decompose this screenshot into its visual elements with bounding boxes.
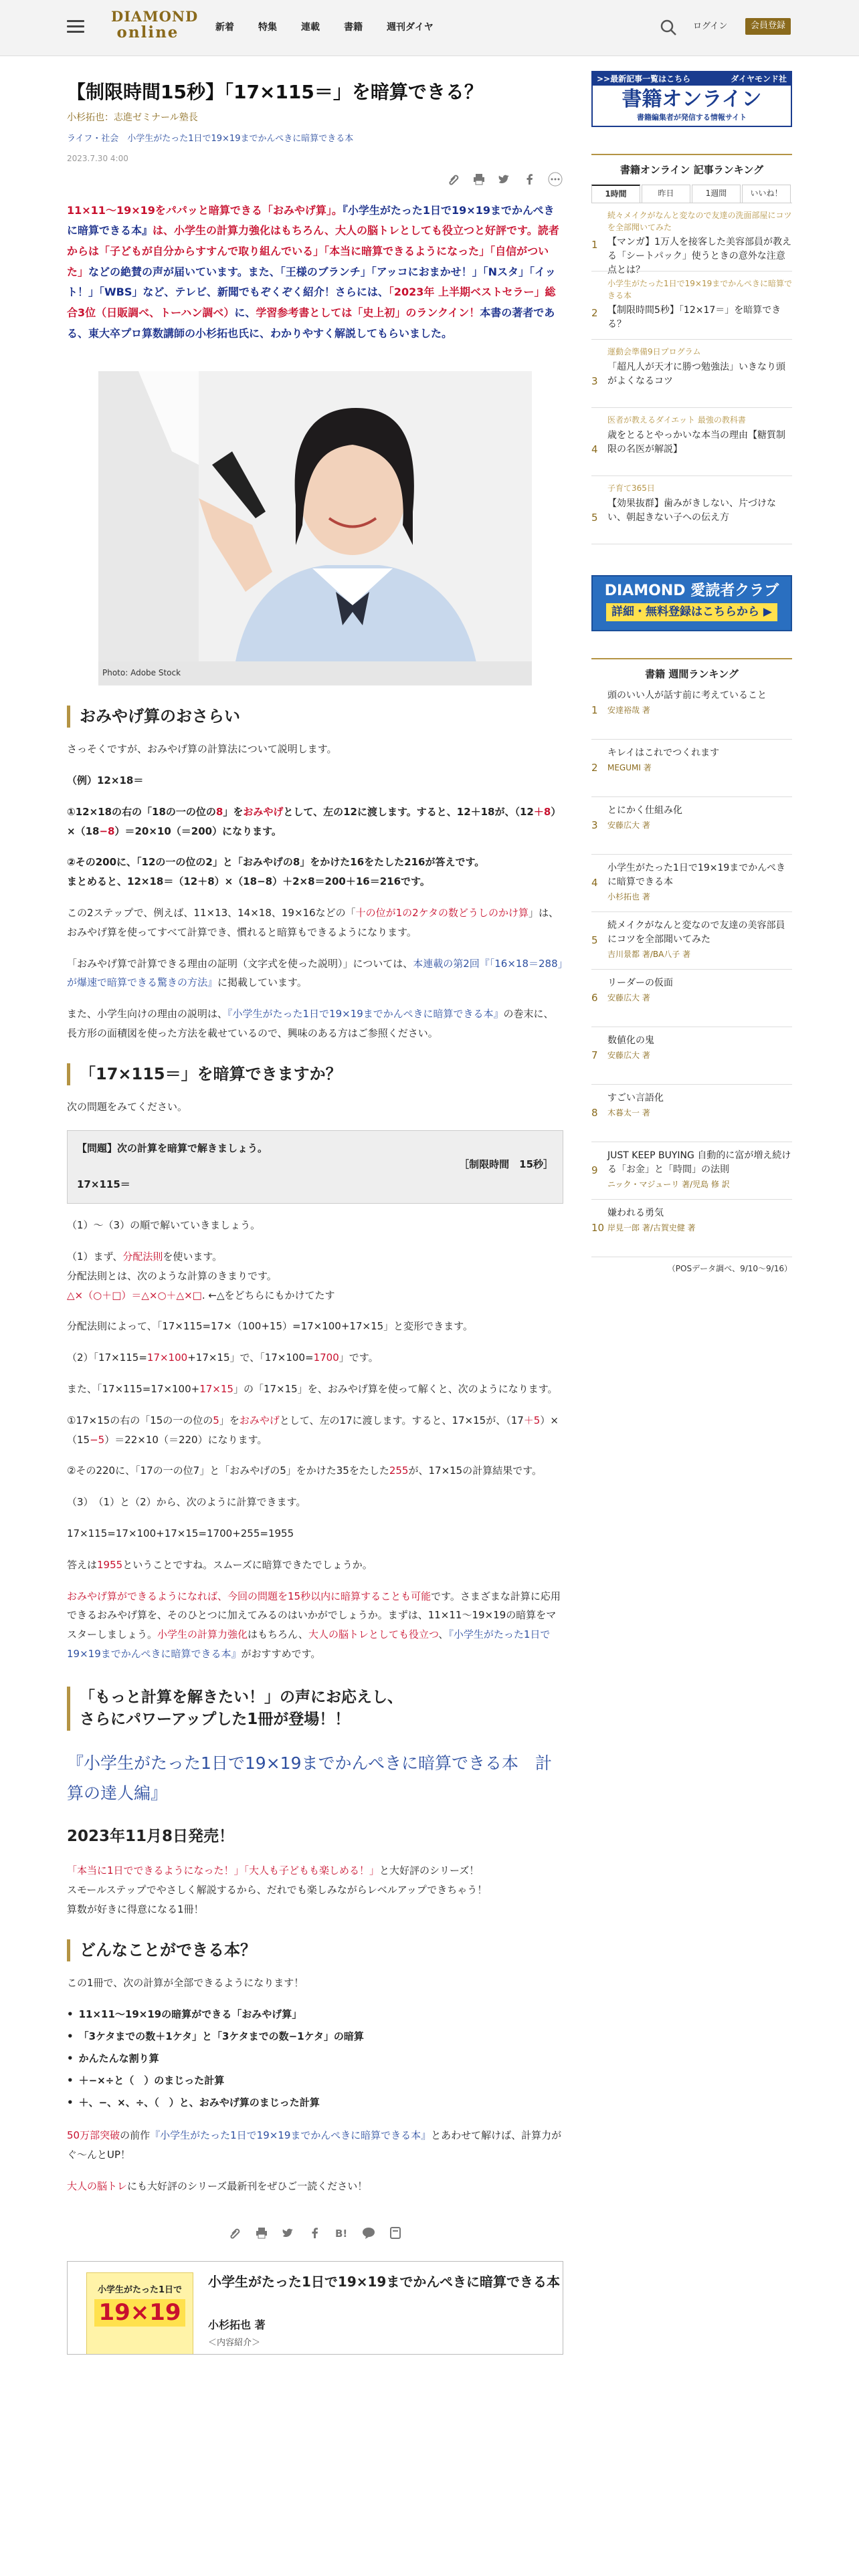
article-photo [98,371,532,685]
girl-photo-illustration [98,371,532,685]
book-title[interactable]: 数値化の鬼 [607,1035,654,1047]
text: 255 [389,1465,409,1477]
facebook-icon[interactable] [307,2225,323,2241]
weekly-item[interactable] [591,1200,792,1257]
text: スモールステップでやさしく解説するから、だれでも楽しみながらレベルアップできちゃう！ [67,1883,488,1896]
tab-1hour[interactable]: 1時間 [591,185,640,203]
text: 「もっと計算を解きたい！」の声にお応えし、 [80,1688,403,1706]
text: ①12×18の右の「18の一の位の [67,805,216,818]
text: ということですね。スムーズに暗算できたでしょうか。 [122,1558,373,1571]
text: の前作 [120,2129,151,2141]
text: 1955 [97,1558,123,1571]
question-expression: 17×115＝ [77,1178,130,1191]
book-link[interactable]: 『小学生がたった1日で19×19までかんぺきに暗算できる本』 [150,2129,432,2141]
breadcrumb[interactable]: ライフ・社会 小学生がたった1日で19×19までかんぺきに暗算できる本 [67,133,354,144]
step-1 [67,802,563,841]
book-link[interactable]: 『小学生がたった1日で19×19までかんぺきに暗算できる本』 [227,1008,504,1021]
text: −5 [90,1433,105,1446]
nav-books[interactable]: 書籍 [344,22,363,33]
pos-data-note: （POSデータ調べ、9/10〜9/16） [667,1264,792,1274]
book-author: MEGUMI 著 [607,763,652,773]
book-description-label: ＜内容紹介＞ [208,2338,261,2349]
site-logo[interactable] [111,8,199,41]
publish-date: 2023.7.30 4:00 [67,154,128,164]
print-icon[interactable] [254,2225,270,2241]
banner-title: 書籍オンライン [622,88,762,111]
weekly-item[interactable] [591,797,792,855]
section-heading-new-book [67,1687,563,1731]
text: 8 [215,805,223,818]
text: 十の位が1の2ケタの数どうしのかけ算 [355,906,529,919]
text: がおすすめです。 [241,1647,321,1660]
book-title[interactable]: すごい言語化 [607,1093,664,1104]
rank-series: 子育て365日 [607,484,655,494]
text: ）＝20×10（＝200）になります。 [114,825,282,837]
lead-text: はもちろん、 [270,224,336,237]
line-icon[interactable] [361,2225,377,2241]
rank-number: 8 [591,1107,598,1119]
cover-text: 小学生がたった1日で [97,2285,183,2296]
text: . ←△をどちらにもかけてたす [201,1289,335,1301]
rank-title[interactable]: 【制限時間5秒】「12×17＝」を暗算できる？ [607,304,781,330]
rank-series: 続々メイクがなんと変なので友達の洗面部屋にコツを全部聞いてみた [607,211,792,232]
text: です。さまざまな計算に応用できるおみやげ算を、そのひとつに加えてみるのはいかがでしょうか。まずは、11×11〜19×19の暗算をマスターしましょう。 [67,1590,561,1641]
book-author: 安藤広大 著 [607,993,650,1003]
text: +17×15」で、「17×100= [187,1352,314,1364]
paragraph [67,1247,563,1305]
register-button[interactable]: 会員登録 [745,18,791,35]
logo-line2: online [116,23,179,41]
text: 50万部突破 [67,2129,120,2141]
banner-top-bar [593,72,791,86]
logo-line1: DIAMOND [111,8,199,25]
share-bar-bottom [67,2225,563,2241]
paragraph [67,1380,563,1399]
lead-book-link[interactable]: 『小学生がたった1日で19×19までかんぺきに暗算できる本』 [67,203,555,237]
paragraph [67,903,563,942]
text: と大好評のシリーズ！ [379,1864,480,1877]
cover-number: 19×19 [94,2299,185,2327]
book-title[interactable]: 小学生がたった1日で19×19までかんぺきに暗算できる本 [607,863,785,888]
paragraph [67,954,563,993]
step-2 [67,853,563,891]
lead-text: は、 [153,224,175,237]
paragraph [67,1555,563,1575]
tab-1week[interactable]: 1週間 [692,185,741,203]
text: が、17×15の計算結果です。 [408,1465,543,1477]
text: （2）「17×115= [67,1352,147,1364]
book-title[interactable]: 頭のいい人が話す前に考えていること [607,690,767,702]
weekly-item[interactable] [591,855,792,912]
rank-number: 1 [591,704,598,717]
weekly-item[interactable] [591,970,792,1027]
twitter-icon[interactable] [496,171,512,187]
rank-number: 5 [591,934,598,947]
section-heading-review: おみやげ算のおさらい [67,706,563,728]
text: 「おみやげ算で計算できる理由の証明（文字式を使った説明）」については、 [67,957,413,970]
new-book-link[interactable]: 『小学生がたった1日で19×19までかんぺきに暗算できる本 計算の達人編』 [67,1753,552,1804]
text: また、小学生向けの理由の説明は、 [67,1008,228,1021]
search-icon[interactable] [660,19,677,36]
time-limit: ［制限時間 15秒］ [459,1158,553,1171]
weekly-item[interactable] [591,912,792,970]
paragraph: （1）〜（3）の順で解いていきましょう。 [67,1219,261,1232]
question-label: 【問題】次の計算を暗算で解きましょう。 [77,1142,268,1155]
text: 答えは [67,1558,98,1571]
book-title[interactable]: 小学生がたった1日で19×19までかんぺきに暗算できる本 [208,2274,560,2290]
club-register: 詳細・無料登録はこちらから ▶ [606,603,777,621]
nav-series[interactable]: 連載 [301,22,320,33]
text: ①17×15の右の「15の一の位の [67,1414,213,1426]
text: ）×（18 [67,805,561,837]
text: おみやげ算ができるようになれば、今回の問題を15秒以内に暗算することも可能 [67,1590,432,1602]
paragraph: （3） （1）と（2）から、次のように計算できます。 [67,1496,306,1509]
login-link[interactable]: ログイン [693,21,728,31]
paragraph [67,1348,563,1368]
facebook-icon[interactable] [522,171,538,187]
paragraph: 17×115=17×100+17×15=1700+255=1955 [67,1527,294,1539]
print-icon[interactable] [471,171,487,187]
site-header [0,0,859,56]
text: 」を [223,805,244,818]
weekly-item[interactable] [591,1142,792,1200]
text: ＋5 [523,1414,541,1426]
paragraph [67,2177,563,2196]
hamburger-menu-icon[interactable] [67,20,84,33]
more-icon[interactable] [547,171,563,187]
rank-title[interactable]: 「超凡人が天才に勝つ勉強法」いきなり頭がよくなるコツ [607,361,785,387]
rank-number: 7 [591,1049,598,1062]
photo-caption: Photo: Adobe Stock [98,661,532,685]
lead-paragraph [67,201,563,344]
nav-new[interactable]: 新着 [215,22,234,33]
book-title[interactable]: 続メイクがなんと変なので友達の美容部員にコツを全部聞いてみた [607,920,785,946]
text: さらにパワーアップした1冊が登場！！ [80,1711,351,1729]
book-author: 安藤広大 著 [607,821,650,831]
text: に掲載しています。 [217,976,307,989]
text: はもちろん、 [248,1628,308,1641]
paragraph [67,1461,563,1481]
article-main [67,56,563,2355]
rank-number: 4 [591,877,598,889]
text: 分配法則とは、次のような計算のきまりです。 [67,1269,277,1282]
sidebar [591,56,792,1275]
weekly-item[interactable] [591,1085,792,1142]
book-link[interactable]: 『小学生がたった1日で19×19までかんぺきに暗算できる本』 [67,1628,551,1660]
text: にも大好評のシリーズ最新刊をぜひご一読ください！ [127,2179,368,2192]
text: 」は、おみやげ算を使ってすべて計算でき、慣れると暗算もできるようになります。 [67,906,559,938]
paragraph [67,1004,563,1043]
rank-number: 6 [591,992,598,1004]
book-info-box[interactable] [67,2261,563,2355]
series-link[interactable]: 本連載の第2回『「16×18＝288」が爆速で暗算できる驚きの方法』 [67,957,563,989]
ranking-item[interactable] [591,272,792,340]
article-title: 【制限時間15秒】「17×115＝」を暗算できる？ [67,81,483,103]
list-item: • ＋−×÷と（ ）のまじった計算 [67,2070,563,2092]
share-bar-top [67,171,563,187]
text: 分配法則 [122,1250,163,1263]
text: この2ステップで、例えば、11×13、14×18、19×16などの「 [67,906,356,919]
paragraph [67,1411,563,1450]
text: （1）まず、 [67,1250,123,1263]
text: また、「17×115=17×100+ [67,1382,200,1395]
hatena-bookmark-icon[interactable] [334,2225,350,2241]
book-author: 小杉拓也 著 [607,892,650,902]
rank-number: 3 [591,819,598,832]
lead-text: と好評です。 [474,224,538,237]
text: おみやげ [239,1414,280,1426]
weekly-item[interactable] [591,740,792,797]
banner-link-text: >>最新記事一覧はこちら [597,74,691,84]
text: ）＝22×10（＝220）になります。 [104,1433,268,1446]
rank-number: 2 [591,307,598,320]
nav-weekly[interactable]: 週刊ダイヤ [387,22,434,33]
readers-club-banner[interactable] [591,575,792,631]
ranking-heading: 書籍オンライン 記事ランキング [591,154,792,178]
club-title: DIAMOND 愛読者クラブ [604,582,779,600]
rank-series: 運動会準備9日プログラム [607,347,701,357]
book-title[interactable]: 嫌われる勇気 [607,1208,664,1219]
text: 小学生の計算力強化 [157,1628,248,1641]
rank-number: 9 [591,1164,598,1177]
weekly-item[interactable] [591,1027,792,1085]
lead-text: に、 [234,306,256,320]
text: を使います。 [163,1250,223,1263]
book-author: 安藤広大 著 [607,1051,650,1061]
paragraph: さっそくですが、おみやげ算の計算法について説明します。 [67,743,337,756]
book-title[interactable]: JUST KEEP BUYING 自動的に富が増え続ける「お金」と「時間」の法則 [607,1150,791,1176]
text: として、左の17に渡します。すると、17×15が、（17 [279,1414,524,1426]
text: ＋8 [533,805,551,818]
rank-number: 4 [591,443,598,456]
clip-icon[interactable] [446,171,462,187]
weekly-item[interactable] [591,682,792,740]
lead-text: などの絶賛の声が届いています。また、「王様のブランチ」「アッコにおまかせ！」「Nスタ」「イット！」「WBS」など、テレビ、新聞でもぞくぞく紹介！さらには、 [67,265,556,299]
book-title[interactable]: リーダーの仮面 [607,978,673,989]
text: の巻末に、長方形の面積図を使った方法を載せているので、興味のある方はご参照ください。 [67,1008,554,1039]
weekly-ranking-list [591,682,792,1257]
rank-series: 医者が教えるダイエット 最強の教科書 [607,415,746,425]
book-author: 木暮太一 著 [607,1108,650,1118]
question-box [67,1130,563,1204]
text: 5 [213,1414,219,1426]
text: 17×100 [147,1352,188,1364]
lead-text: 読者からは「子どもが自分からすすんで取り組んでいる」「本当に暗算できるようになった」「自信がついた」 [67,224,559,278]
lead-text: 学習参考書としては「史上初」のランクイン！ [256,306,480,320]
banner-subtitle: 書籍編集者が発信する情報サイト [636,113,747,122]
book-title[interactable]: とにかく仕組み化 [607,805,682,817]
feature-list [67,2004,563,2114]
paragraph [67,2126,563,2165]
clip-icon[interactable] [227,2225,243,2241]
release-date: 2023年11月8日発売！ [67,1828,235,1846]
nav-feature[interactable]: 特集 [258,22,277,33]
rank-number: 2 [591,762,598,774]
rank-number: 3 [591,375,598,388]
text: 大人の脳トレとしても役立つ [308,1628,439,1641]
text: として、左の12に渡します。すると、12＋18が、（12 [283,805,534,818]
text: まとめると、12×18＝（12＋8）×（18−8）＋2×8＝200＋16＝216です。 [67,875,430,888]
rank-title[interactable]: 【効果抜群】歯みがきしない、片づけない、朝起きない子への伝え方 [607,498,776,523]
book-cover[interactable] [86,2272,193,2355]
ranking-item[interactable] [591,476,792,544]
ranking-item[interactable] [591,340,792,408]
text: 」を [219,1414,240,1426]
twitter-icon[interactable] [280,2225,296,2241]
paragraph [67,1861,563,1919]
list-item: • かんたんな割り算 [67,2048,563,2070]
text: 1700 [313,1352,339,1364]
book-author: ニック・マジューリ 著/児島 修 訳 [607,1180,730,1190]
paragraph: 分配法則によって、「17×115=17×（100+15）=17×100+17×15」と変形できます。 [67,1320,473,1333]
article-author[interactable]: 小杉拓也：志進ゼミナール塾長 [67,112,198,124]
text: 」です。 [339,1352,379,1364]
list-item: • 11×11〜19×19の暗算ができる「おみやげ算」 [67,2004,563,2026]
book-author: 岸見一郎 著/古賀史健 著 [607,1223,696,1233]
section-heading-features: どんなことができる本？ [67,1939,563,1962]
lead-text: 大人の脳トレとしても役立つ [335,224,475,237]
rank-number: 10 [591,1222,605,1235]
example-line: （例）12×18＝ [67,774,144,786]
text: ）×（15 [67,1414,559,1446]
rank-number: 1 [591,239,598,251]
book-title[interactable]: キレイはこれでつくれます [607,748,720,759]
section-heading-question: 「17×115＝」を暗算できますか？ [67,1063,563,1086]
rank-number: 5 [591,512,598,524]
rank-series: 小学生がたった1日で19×19までかんぺきに暗算できる本 [607,279,792,300]
text: −8 [99,825,115,837]
text: 、 [438,1628,449,1641]
rank-title[interactable]: 歳をとるとやっかいな本当の理由【糖質制限の名医が解説】 [607,429,785,455]
text: おみやげ [243,805,284,818]
list-item: • 「3ケタまでの数＋1ケタ」と「3ケタまでの数−1ケタ」の暗算 [67,2026,563,2048]
ranking-item[interactable] [591,203,792,276]
pocket-icon[interactable] [387,2225,403,2241]
ranking-tabs [591,185,792,203]
lead-text: 「2023年 上半期ベストセラー」総合3位（日販調べ、トーハン調べ） [67,286,556,320]
paragraph: この1冊で、次の計算が全部できるようになります！ [67,1977,304,1990]
lead-text: 小学生の計算力強化 [174,224,271,237]
text: 大人の脳トレ [67,2179,128,2192]
paragraph [67,1587,563,1664]
text: 17×15 [199,1382,233,1395]
ranking-list [591,203,792,544]
text: 」の「17×15」を、おみやげ算を使って解くと、次のようになります。 [233,1382,558,1395]
main-nav [215,20,458,35]
book-author: 安達裕哉 著 [607,706,650,716]
rank-title[interactable]: 【マンガ】1万人を接客した美容部員が教える「シートパック」使うときの意外な注意点とは？ [607,236,792,276]
ranking-item[interactable] [591,408,792,476]
tab-likes[interactable]: いいね！ [742,185,791,203]
book-author: 吉川景都 著/BA八子 著 [607,950,691,960]
text: ②その220に、「17の一の位7」と「おみやげの5」をかけた35をたした [67,1465,389,1477]
books-online-banner[interactable] [591,71,792,127]
text: ②その200に、「12の一の位の2」と「おみやげの8」をかけた16をたした216が答えです。 [67,856,485,869]
text: △×（○＋□）＝△×○＋△×□ [67,1289,202,1301]
lead-text: 11×11〜19×19をパパッと暗算できる「おみやげ算」。 [67,203,343,217]
list-item: • ＋、−、×、÷、（ ）と、おみやげ算のまじった計算 [67,2092,563,2114]
text: 「本当に1日でできるようになった！」「大人も子どもも楽しめる！」 [67,1864,380,1877]
text: とあわせて解けば、計算力がぐ〜んとUP！ [67,2129,562,2161]
tab-yesterday[interactable]: 昨日 [642,185,690,203]
book-author: 小杉拓也 著 [208,2319,266,2332]
lead-text: 本書の著者である、東大卒プロ算数講師の小杉拓也氏に、わかりやすく解説してもらいました。 [67,306,555,340]
svg-text:B!: B! [335,2228,348,2240]
text: 算数が好きに得意になる1冊！ [67,1903,204,1915]
paragraph: 次の問題をみてください。 [67,1101,188,1113]
weekly-ranking-heading: 書籍 週間ランキング [591,658,792,682]
banner-publisher: ダイヤモンド社 [731,74,787,84]
